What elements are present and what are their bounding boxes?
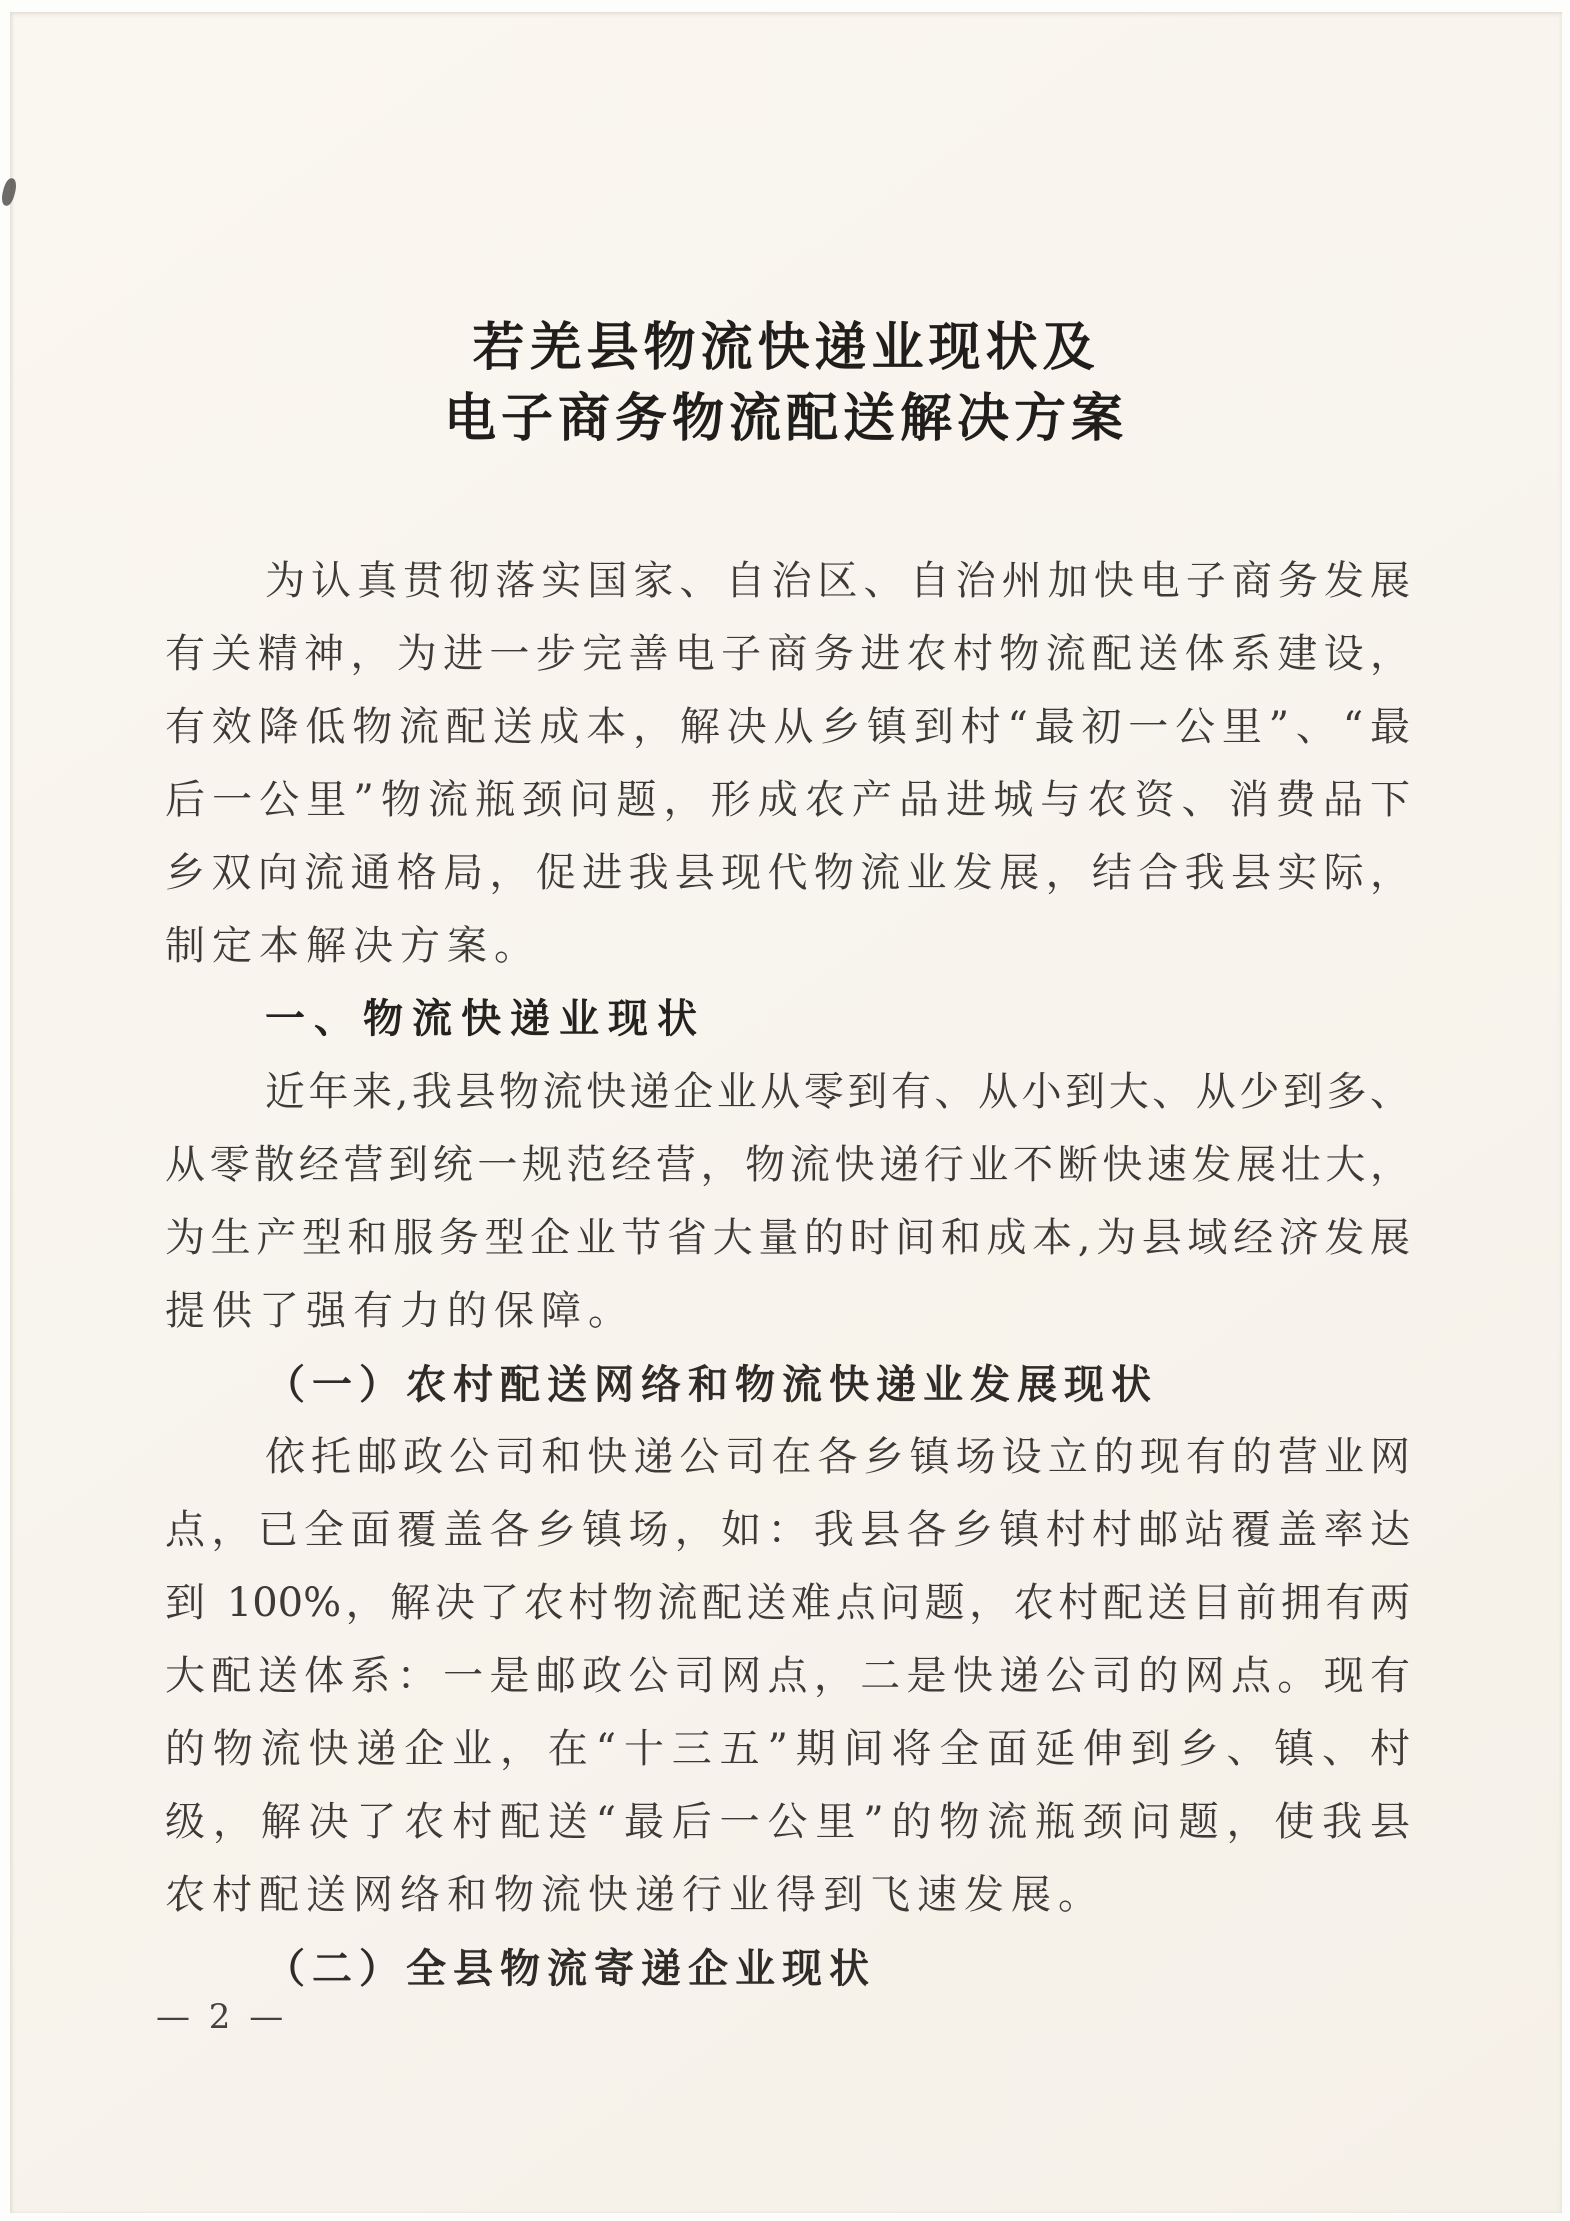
paragraph-1-line-3: 有效降低物流配送成本，解决从乡镇到村“最初一公里”、“最 — [165, 704, 1410, 750]
paragraph-2-line-1: 近年来,我县物流快递企业从零到有、从小到大、从少到多、 — [265, 1069, 1410, 1115]
paragraph-1-line-4: 后一公里”物流瓶颈问题，形成农产品进城与农资、消费品下 — [165, 777, 1410, 823]
paragraph-3-line-6: 级，解决了农村配送“最后一公里”的物流瓶颈问题，使我县 — [165, 1799, 1410, 1845]
page-number: — 2 — — [156, 1997, 288, 2037]
section-subheading-1: （一）农村配送网络和物流快递业发展现状 — [265, 1361, 1158, 1408]
paragraph-3-line-2: 点，已全面覆盖各乡镇场，如：我县各乡镇村村邮站覆盖率达 — [165, 1507, 1410, 1553]
paragraph-1-line-2: 有关精神，为进一步完善电子商务进农村物流配送体系建设， — [165, 631, 1410, 677]
document-body — [165, 545, 1410, 2005]
paragraph-3-line-3: 到 100%，解决了农村物流配送难点问题，农村配送目前拥有两 — [165, 1580, 1410, 1626]
paragraph-3-line-1: 依托邮政公司和快递公司在各乡镇场设立的现有的营业网 — [265, 1434, 1410, 1480]
section-subheading-2: （二）全县物流寄递企业现状 — [265, 1945, 876, 1992]
document-title-line-1: 若羌县物流快递业现状及 — [472, 317, 1100, 378]
paragraph-3-line-5: 的物流快递企业，在“十三五”期间将全面延伸到乡、镇、村 — [165, 1726, 1410, 1772]
paragraph-2-line-2: 从零散经营到统一规范经营，物流快递行业不断快速发展壮大， — [165, 1142, 1410, 1188]
paragraph-1-line-1: 为认真贯彻落实国家、自治区、自治州加快电子商务发展 — [265, 558, 1410, 604]
paragraph-2-line-4: 提供了强有力的保障。 — [165, 1288, 635, 1334]
paragraph-1-line-5: 乡双向流通格局，促进我县现代物流业发展，结合我县实际， — [165, 850, 1410, 896]
paragraph-1-line-6: 制定本解决方案。 — [165, 923, 541, 969]
document-title-line-2: 电子商务物流配送解决方案 — [443, 388, 1128, 449]
paper-sheet — [10, 12, 1562, 2213]
section-heading-1: 一、物流快递业现状 — [265, 996, 706, 1042]
paragraph-3-line-4: 大配送体系：一是邮政公司网点，二是快递公司的网点。现有 — [165, 1653, 1410, 1699]
document-title — [10, 312, 1562, 454]
scan-artifact-mark — [0, 177, 18, 207]
paragraph-3-line-7: 农村配送网络和物流快递行业得到飞速发展。 — [165, 1872, 1105, 1918]
paragraph-2-line-3: 为生产型和服务型企业节省大量的时间和成本,为县域经济发展 — [165, 1215, 1410, 1261]
